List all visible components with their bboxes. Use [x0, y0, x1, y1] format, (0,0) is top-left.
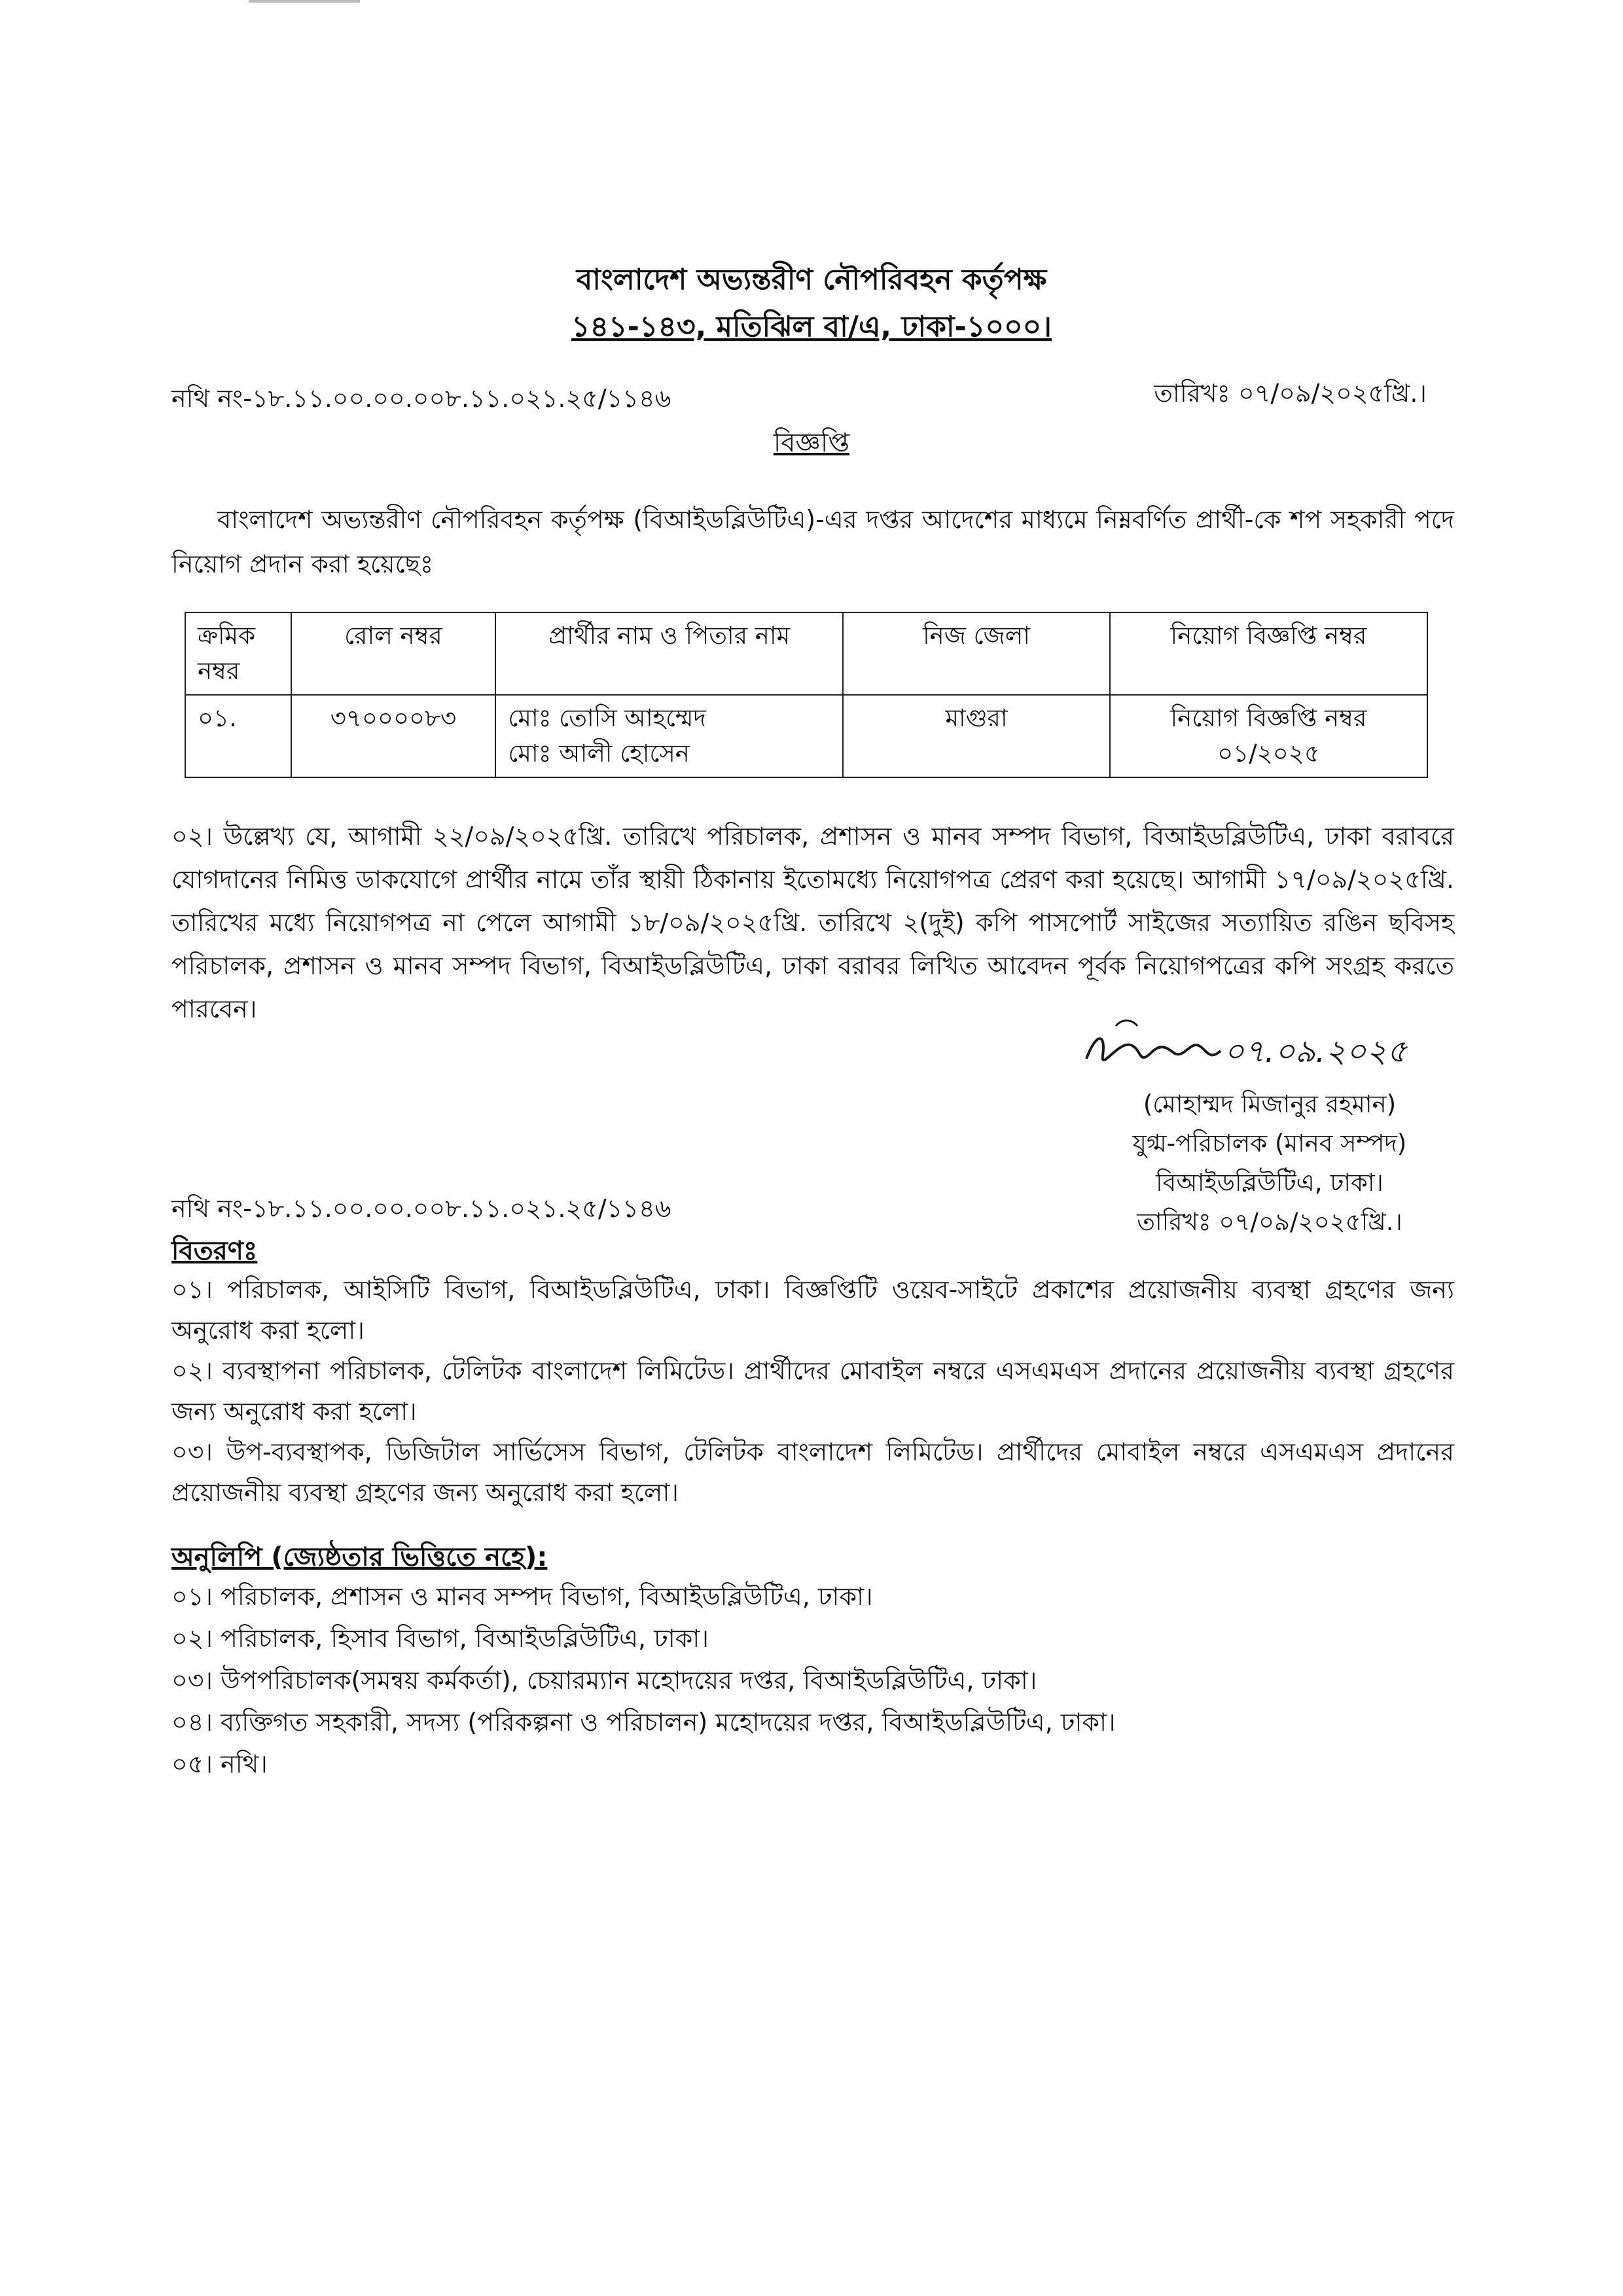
intro-paragraph: বাংলাদেশ অভ্যন্তরীণ নৌপরিবহন কর্তৃপক্ষ (বিআইডব্লিউটিএ)-এর দপ্তর আদেশের মাধ্যমে নিম্নবর্ণিত প্রার্থী-কে শপ সহকারী পদে নিয়োগ প্রদান করা হয়েছেঃ	[171, 505, 1454, 578]
signatory-office: বিআইডব্লিউটিএ, ঢাকা।	[1156, 1169, 1383, 1197]
cell-notice-no	[1110, 695, 1427, 777]
table-row	[185, 695, 1427, 777]
signatory-designation: যুগ্ম-পরিচালক (মানব সম্পদ)	[1132, 1129, 1407, 1157]
list-item: ০১। পরিচালক, আইসিটি বিভাগ, বিআইডব্লিউটিএ, ঢাকা। বিজ্ঞপ্তিটি ওয়েব-সাইটে প্রকাশের প্রয়োজনীয় ব্যবস্থা গ্রহণের জন্য অনুরোধ করা হলো।	[171, 1275, 1454, 1345]
memo-date: তারিখঃ ০৭/০৯/২০২৫খ্রি.।	[1154, 379, 1427, 408]
cell-district: মাগুরা	[843, 695, 1110, 777]
signatory-name: (মোহাম্মদ মিজানুর রহমান)	[1143, 1090, 1397, 1118]
list-item: ০২। ব্যবস্থাপনা পরিচালক, টেলিটক বাংলাদেশ লিমিটেড। প্রার্থীদের মোবাইল নম্বরে এসএমএস প্রদানের প্রয়োজনীয় ব্যবস্থা গ্রহণের জন্য অনুরোধ করা হলো।	[171, 1356, 1454, 1426]
signature-date: ০৭.০৯.২০২৫	[1224, 1033, 1408, 1070]
header-district: নিজ জেলা	[843, 612, 1110, 695]
appointment-table	[185, 612, 1428, 778]
copies-heading: অনুলিপি (জ্যেষ্ঠতার ভিত্তিতে নহে):	[171, 1542, 548, 1572]
list-item: ০২। পরিচালক, হিসাব বিভাগ, বিআইডব্লিউটিএ, ঢাকা।	[171, 1624, 709, 1653]
header-name: প্রার্থীর নাম ও পিতার নাম	[495, 612, 843, 695]
handwritten-signature	[1060, 1013, 1479, 1085]
list-item: ০৩। উপপরিচালক(সমন্বয় কর্মকর্তা), চেয়ারম্যান মহোদয়ের দপ্তর, বিআইডব্লিউটিএ, ঢাকা।	[171, 1666, 1037, 1695]
table-header-row	[185, 612, 1427, 695]
organization-title: বাংলাদেশ অভ্যন্তরীণ নৌপরিবহন কর্তৃপক্ষ	[576, 263, 1047, 296]
notice-no-value: ০১/২০২৫	[1217, 739, 1320, 768]
cell-roll: ৩৭০০০০৮৩	[291, 695, 496, 777]
header-roll: রোল নম্বর	[291, 612, 496, 695]
father-name: মোঃ আলী হোসেন	[508, 739, 690, 768]
notice-no-label: নিয়োগ বিজ্ঞপ্তি নম্বর	[1170, 704, 1367, 732]
cell-name	[495, 695, 843, 777]
notice-heading: বিজ্ঞপ্তি	[773, 428, 850, 458]
list-item: ০৩। উপ-ব্যবস্থাপক, ডিজিটাল সার্ভিসেস বিভাগ, টেলিটক বাংলাদেশ লিমিটেড। প্রার্থীদের মোবাইল নম্বরে এসএমএস প্রদানের প্রয়োজনীয় ব্যবস্থা গ্রহণের জন্য অনুরোধ করা হলো।	[171, 1438, 1454, 1507]
joining-paragraph: ০২। উল্লেখ্য যে, আগামী ২২/০৯/২০২৫খ্রি. তারিখে পরিচালক, প্রশাসন ও মানব সম্পদ বিভাগ, বিআইডব্লিউটিএ, ঢাকা বরাবরে যোগদানের নিমিত্ত ডাকযোগে প্রার্থীর নামে তাঁর স্থায়ী ঠিকানায় ইতোমধ্যে নিয়োগপত্র প্রেরণ করা হয়েছে। আগামী ১৭/০৯/২০২৫খ্রি. তারিখের মধ্যে নিয়োগপত্র না পেলে আগামী ১৮/০৯/২০২৫খ্রি. তারিখে ২(দুই) কপি পাসপোর্ট সাইজের সত্যায়িত রঙিন ছবিসহ পরিচালক, প্রশাসন ও মানব সম্পদ বিভাগ, বিআইডব্লিউটিএ, ঢাকা বরাবর লিখিত আবেদন পূর্বক নিয়োগপত্রের কপি সংগ্রহ করতে পারবেন।	[171, 822, 1454, 1023]
cell-serial: ০১.	[185, 695, 291, 777]
signatory-date: তারিখঃ ০৭/০৯/২০২৫খ্রি.।	[1137, 1208, 1402, 1236]
header-notice-no: নিয়োগ বিজ্ঞপ্তি নম্বর	[1110, 612, 1427, 695]
candidate-name: মোঃ তোসি আহম্মেদ	[508, 704, 706, 732]
list-item: ০৪। ব্যক্তিগত সহকারী, সদস্য (পরিকল্পনা ও পরিচালন) মহোদয়ের দপ্তর, বিআইডব্লিউটিএ, ঢাকা।	[171, 1708, 1116, 1737]
scan-edge-mark	[249, 0, 360, 3]
header-serial: ক্রমিক নম্বর	[185, 612, 291, 695]
distribution-list	[171, 1269, 1454, 1513]
organization-address	[0, 308, 1623, 347]
organization-address-text: ১৪১-১৪৩, মতিঝিল বা/এ, ঢাকা-১০০০।	[571, 310, 1052, 344]
memo-number-2: নথি নং-১৮.১১.০০.০০.০০৮.১১.০২১.২৫/১১৪৬	[171, 1194, 671, 1223]
list-item: ০৫। নথি।	[171, 1750, 268, 1778]
memo-number: নথি নং-১৮.১১.০০.০০.০০৮.১১.০২১.২৫/১১৪৬	[171, 384, 671, 413]
copies-list	[171, 1576, 1454, 1785]
distribution-heading: বিতরণঃ	[171, 1236, 258, 1266]
signatory-details	[1060, 1085, 1479, 1242]
list-item: ০১। পরিচালক, প্রশাসন ও মানব সম্পদ বিভাগ, বিআইডব্লিউটিএ, ঢাকা।	[171, 1582, 873, 1611]
